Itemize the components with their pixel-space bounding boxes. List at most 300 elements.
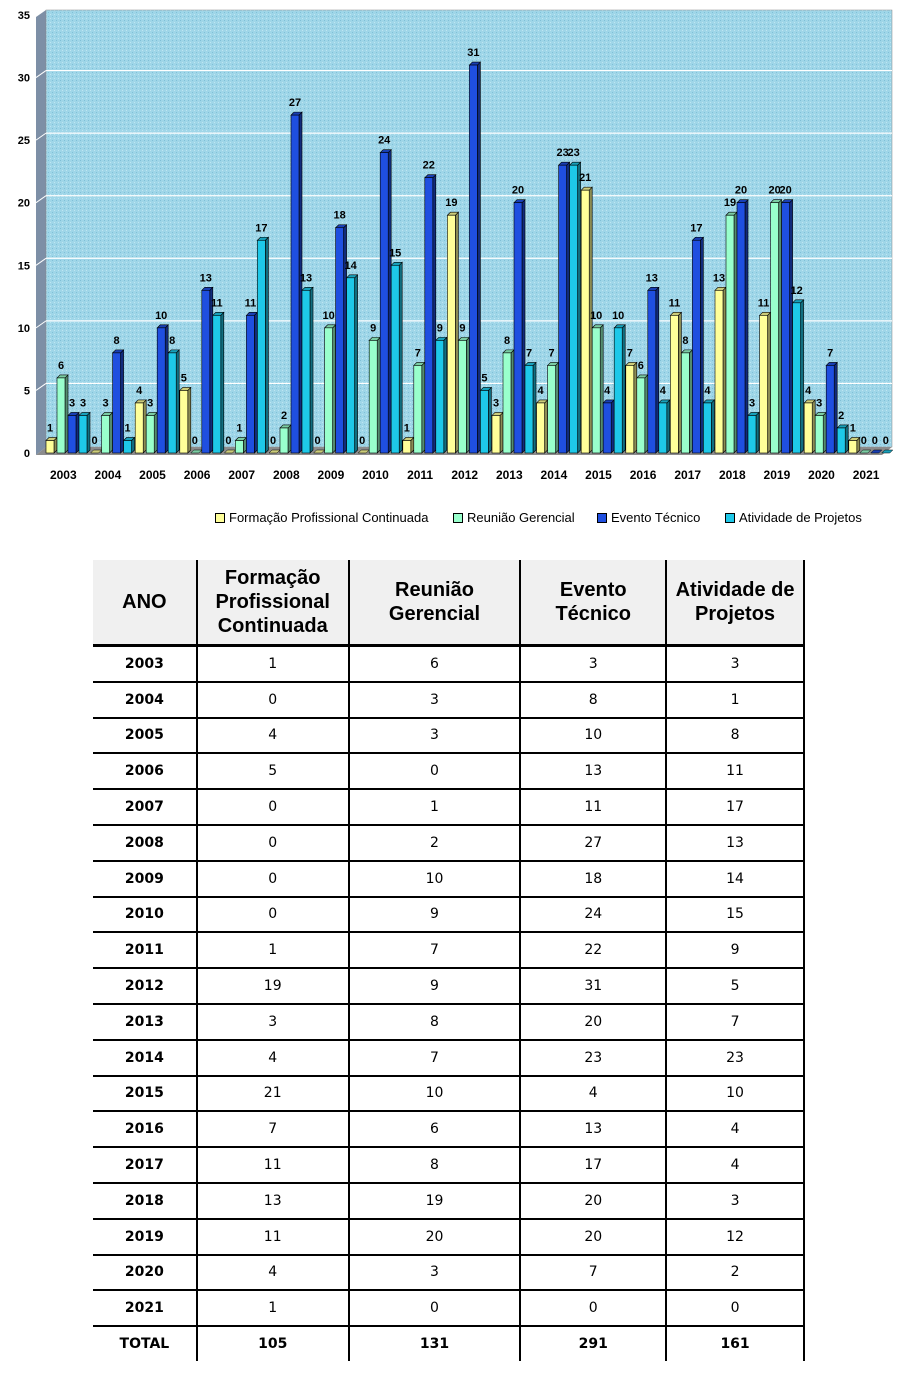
header-evento: Evento Técnico bbox=[520, 560, 666, 646]
bar-front bbox=[46, 440, 54, 453]
data-label: 27 bbox=[288, 97, 302, 110]
bar-side bbox=[723, 287, 726, 453]
cell-year: 2018 bbox=[93, 1183, 197, 1219]
data-label: 4 bbox=[537, 384, 544, 397]
bar bbox=[124, 437, 135, 453]
cell-year: 2010 bbox=[93, 897, 197, 933]
bar-front bbox=[469, 65, 477, 453]
data-label: 7 bbox=[626, 347, 633, 360]
bar bbox=[213, 312, 224, 453]
data-label: 2 bbox=[838, 409, 845, 422]
data-label: 0 bbox=[860, 435, 867, 447]
bar bbox=[436, 337, 447, 453]
x-tick-label: 2006 bbox=[183, 468, 211, 482]
cell-year: 2008 bbox=[93, 825, 197, 861]
cell-formacao: 3 bbox=[197, 1004, 349, 1040]
data-label: 0 bbox=[882, 435, 889, 447]
bar-front bbox=[648, 290, 656, 453]
data-label: 13 bbox=[712, 272, 726, 285]
table-total-row bbox=[93, 1326, 804, 1361]
bar-front bbox=[124, 440, 132, 453]
data-label: 3 bbox=[102, 397, 109, 410]
y-tick-label: 0 bbox=[23, 448, 30, 460]
x-tick-label: 2015 bbox=[585, 468, 612, 482]
x-tick-label: 2021 bbox=[852, 468, 880, 482]
cell-year: 2007 bbox=[93, 789, 197, 825]
bar-front bbox=[480, 390, 488, 453]
bar bbox=[826, 362, 837, 453]
y-tick-label: 15 bbox=[17, 260, 30, 273]
cell-formacao: 7 bbox=[197, 1111, 349, 1147]
bar-front bbox=[336, 228, 344, 453]
bar-front bbox=[202, 290, 210, 453]
cell-evento: 20 bbox=[520, 1219, 666, 1255]
bar bbox=[715, 287, 726, 453]
x-tick-label: 2019 bbox=[763, 468, 791, 482]
bar bbox=[235, 437, 246, 453]
bar-side bbox=[734, 212, 737, 453]
data-label: 4 bbox=[659, 384, 666, 397]
cell-formacao: 0 bbox=[197, 789, 349, 825]
bar bbox=[480, 387, 491, 453]
bar-side bbox=[76, 412, 79, 453]
legend-label-atividade: Atividade de Projetos bbox=[739, 510, 862, 525]
bar bbox=[837, 425, 848, 453]
cell-reuniao: 3 bbox=[349, 1255, 521, 1291]
bar bbox=[782, 200, 793, 453]
data-label: 11 bbox=[244, 297, 257, 310]
data-label: 0 bbox=[91, 435, 98, 447]
data-label: 13 bbox=[199, 272, 212, 285]
cell-atividade: 14 bbox=[666, 861, 804, 897]
x-tick-label: 2012 bbox=[451, 468, 479, 482]
cell-formacao: 0 bbox=[197, 861, 349, 897]
bar-front bbox=[436, 340, 444, 453]
bar-side bbox=[254, 312, 257, 453]
cell-atividade: 4 bbox=[666, 1147, 804, 1183]
data-label: 1 bbox=[124, 422, 131, 435]
bar-side bbox=[388, 150, 391, 453]
cell-evento: 4 bbox=[520, 1076, 666, 1112]
data-label: 14 bbox=[344, 259, 357, 272]
bar-side bbox=[634, 362, 637, 453]
bar-side bbox=[756, 412, 759, 453]
bar-side bbox=[845, 425, 848, 453]
bar-side bbox=[355, 275, 358, 453]
legend-swatch-evento bbox=[597, 513, 607, 523]
legend-swatch-formacao bbox=[215, 513, 225, 523]
cell-atividade: 8 bbox=[666, 718, 804, 754]
bar-side bbox=[511, 350, 514, 453]
cell-formacao: 4 bbox=[197, 1255, 349, 1291]
cell-year: 2014 bbox=[93, 1040, 197, 1076]
total-atividade: 161 bbox=[666, 1326, 804, 1361]
bar-front bbox=[581, 190, 589, 453]
bar-side bbox=[667, 400, 670, 453]
x-tick-label: 2011 bbox=[407, 468, 434, 482]
bar bbox=[492, 412, 503, 453]
data-label: 8 bbox=[503, 334, 511, 347]
bar-side bbox=[377, 337, 380, 453]
data-label: 23 bbox=[556, 147, 569, 160]
data-label: 4 bbox=[136, 384, 143, 397]
bar bbox=[760, 312, 771, 453]
bar bbox=[46, 437, 57, 453]
cell-year: 2013 bbox=[93, 1004, 197, 1040]
bar bbox=[347, 275, 358, 453]
data-label: 5 bbox=[481, 372, 488, 385]
cell-reuniao: 9 bbox=[349, 968, 521, 1004]
header-formacao: Formação Profissional Continuada bbox=[197, 560, 349, 646]
bar-side bbox=[823, 412, 826, 453]
data-label: 10 bbox=[590, 309, 603, 322]
bar-front bbox=[614, 328, 622, 453]
bar-front bbox=[826, 365, 834, 453]
bar-front bbox=[79, 415, 87, 453]
data-label: 1 bbox=[236, 422, 243, 435]
x-tick-label: 2005 bbox=[139, 468, 166, 482]
bar bbox=[157, 325, 168, 453]
cell-evento: 20 bbox=[520, 1183, 666, 1219]
bar-side bbox=[801, 300, 804, 453]
table-row bbox=[93, 1076, 804, 1112]
bar bbox=[603, 400, 614, 453]
data-label: 17 bbox=[690, 222, 703, 235]
data-label: 8 bbox=[682, 334, 689, 347]
y-tick-label: 20 bbox=[17, 197, 30, 210]
data-label: 10 bbox=[155, 309, 168, 322]
data-label: 7 bbox=[414, 347, 421, 360]
bar-front bbox=[793, 303, 801, 453]
bar-front bbox=[146, 415, 154, 453]
cell-reuniao: 8 bbox=[349, 1147, 521, 1183]
cell-reuniao: 6 bbox=[349, 1111, 521, 1147]
legend-item-evento bbox=[597, 510, 700, 525]
bar-front bbox=[771, 203, 779, 453]
bar-front bbox=[637, 378, 645, 453]
cell-formacao: 0 bbox=[197, 825, 349, 861]
bar-side bbox=[834, 362, 837, 453]
bar bbox=[793, 300, 804, 453]
bar bbox=[425, 175, 436, 453]
bar-front bbox=[525, 365, 533, 453]
bar-front bbox=[815, 415, 823, 453]
bar-front bbox=[380, 153, 388, 453]
x-tick-label: 2016 bbox=[629, 468, 657, 482]
bar-side bbox=[556, 362, 559, 453]
data-label: 15 bbox=[389, 247, 402, 260]
cell-formacao: 1 bbox=[197, 1290, 349, 1326]
table-row bbox=[93, 789, 804, 825]
x-tick-label: 2003 bbox=[49, 468, 77, 482]
data-label: 9 bbox=[370, 322, 377, 335]
data-label: 0 bbox=[359, 435, 366, 447]
bar bbox=[403, 437, 414, 453]
bar-front bbox=[68, 415, 76, 453]
table-row bbox=[93, 1040, 804, 1076]
bar bbox=[726, 212, 737, 453]
bar-front bbox=[157, 328, 165, 453]
bar-front bbox=[369, 340, 377, 453]
data-label: 23 bbox=[567, 147, 580, 160]
x-tick-label: 2009 bbox=[317, 468, 345, 482]
cell-evento: 10 bbox=[520, 718, 666, 754]
cell-reuniao: 2 bbox=[349, 825, 521, 861]
bar-front bbox=[302, 290, 310, 453]
data-label: 10 bbox=[612, 309, 625, 322]
cell-evento: 18 bbox=[520, 861, 666, 897]
table-row bbox=[93, 1004, 804, 1040]
bar bbox=[537, 400, 548, 453]
cell-year: 2017 bbox=[93, 1147, 197, 1183]
cell-year: 2005 bbox=[93, 718, 197, 754]
bar-side bbox=[622, 325, 625, 453]
bar bbox=[302, 287, 313, 453]
bar bbox=[146, 412, 157, 453]
y-tick-label: 10 bbox=[17, 322, 30, 335]
bar-front bbox=[291, 115, 299, 453]
bar-front bbox=[514, 203, 522, 453]
cell-evento: 31 bbox=[520, 968, 666, 1004]
bar-side bbox=[265, 237, 268, 453]
bar-front bbox=[168, 353, 176, 453]
x-tick-label: 2018 bbox=[718, 468, 746, 482]
cell-atividade: 9 bbox=[666, 932, 804, 968]
bar bbox=[503, 350, 514, 453]
bar bbox=[692, 237, 703, 453]
bar-front bbox=[235, 440, 243, 453]
bar-side bbox=[600, 325, 603, 453]
bar-chart bbox=[0, 0, 900, 500]
bar-side bbox=[645, 375, 648, 453]
bar bbox=[525, 362, 536, 453]
bar-side bbox=[333, 325, 336, 453]
x-tick-label: 2020 bbox=[808, 468, 835, 482]
table-row bbox=[93, 932, 804, 968]
bar-side bbox=[65, 375, 68, 453]
data-table bbox=[93, 560, 805, 1361]
total-label: TOTAL bbox=[93, 1326, 197, 1361]
bar-front bbox=[537, 403, 545, 453]
data-label: 9 bbox=[459, 322, 466, 335]
bar-side bbox=[444, 337, 447, 453]
bar-front bbox=[748, 415, 756, 453]
bar-front bbox=[503, 353, 511, 453]
bar-side bbox=[656, 287, 659, 453]
bar-front bbox=[670, 315, 678, 453]
bar bbox=[670, 312, 681, 453]
cell-formacao: 1 bbox=[197, 646, 349, 682]
bar-front bbox=[737, 203, 745, 453]
table-row bbox=[93, 753, 804, 789]
cell-year: 2020 bbox=[93, 1255, 197, 1291]
legend-item-formacao bbox=[215, 510, 428, 525]
cell-reuniao: 19 bbox=[349, 1183, 521, 1219]
bar-front bbox=[425, 178, 433, 453]
table-row bbox=[93, 646, 804, 682]
cell-year: 2021 bbox=[93, 1290, 197, 1326]
bar-front bbox=[414, 365, 422, 453]
cell-evento: 27 bbox=[520, 825, 666, 861]
cell-formacao: 21 bbox=[197, 1076, 349, 1112]
data-label: 8 bbox=[113, 334, 120, 347]
bar bbox=[559, 162, 570, 453]
cell-atividade: 1 bbox=[666, 682, 804, 718]
bar-front bbox=[760, 315, 768, 453]
cell-year: 2019 bbox=[93, 1219, 197, 1255]
cell-atividade: 15 bbox=[666, 897, 804, 933]
bar-front bbox=[113, 353, 121, 453]
data-label: 22 bbox=[422, 159, 435, 172]
table-row bbox=[93, 968, 804, 1004]
bar bbox=[570, 162, 581, 453]
bar-side bbox=[477, 62, 480, 453]
legend-label-formacao: Formação Profissional Continuada bbox=[229, 510, 429, 525]
cell-atividade: 11 bbox=[666, 753, 804, 789]
bar-side bbox=[121, 350, 124, 453]
bar-side bbox=[422, 362, 425, 453]
x-tick-label: 2014 bbox=[540, 468, 568, 482]
data-label: 10 bbox=[322, 309, 335, 322]
data-label: 1 bbox=[849, 422, 856, 435]
bar-front bbox=[849, 440, 857, 453]
bar-front bbox=[391, 265, 399, 453]
table-row bbox=[93, 718, 804, 754]
bar-side bbox=[567, 162, 570, 453]
bar bbox=[168, 350, 179, 453]
data-label: 3 bbox=[748, 397, 756, 410]
data-label: 17 bbox=[255, 222, 268, 235]
bar-side bbox=[176, 350, 179, 453]
data-label: 3 bbox=[79, 397, 87, 410]
x-tick-label: 2008 bbox=[272, 468, 300, 482]
data-label: 7 bbox=[525, 347, 533, 360]
data-label: 11 bbox=[668, 297, 681, 310]
cell-year: 2016 bbox=[93, 1111, 197, 1147]
bar bbox=[815, 412, 826, 453]
cell-reuniao: 7 bbox=[349, 1040, 521, 1076]
data-label: 1 bbox=[403, 422, 410, 435]
cell-atividade: 7 bbox=[666, 1004, 804, 1040]
bar-side bbox=[500, 412, 503, 453]
bar-side bbox=[768, 312, 771, 453]
bar bbox=[614, 325, 625, 453]
bar bbox=[414, 362, 425, 453]
bar bbox=[280, 425, 291, 453]
cell-reuniao: 7 bbox=[349, 932, 521, 968]
bar-front bbox=[57, 378, 65, 453]
total-evento: 291 bbox=[520, 1326, 666, 1361]
y-tick-label: 35 bbox=[17, 10, 30, 22]
bar-side bbox=[812, 400, 815, 453]
legend-label-reuniao: Reunião Gerencial bbox=[467, 510, 575, 525]
bar bbox=[113, 350, 124, 453]
cell-evento: 13 bbox=[520, 753, 666, 789]
cell-atividade: 13 bbox=[666, 825, 804, 861]
cell-evento: 24 bbox=[520, 897, 666, 933]
bar-front bbox=[592, 328, 600, 453]
bar-front bbox=[681, 353, 689, 453]
cell-reuniao: 6 bbox=[349, 646, 521, 682]
cell-evento: 17 bbox=[520, 1147, 666, 1183]
bar-front bbox=[782, 203, 790, 453]
cell-formacao: 11 bbox=[197, 1147, 349, 1183]
bar-side bbox=[143, 400, 146, 453]
data-label: 9 bbox=[436, 322, 443, 335]
bar-front bbox=[180, 390, 188, 453]
cell-atividade: 2 bbox=[666, 1255, 804, 1291]
bar-side bbox=[87, 412, 90, 453]
bar-side bbox=[611, 400, 614, 453]
data-label: 3 bbox=[68, 397, 76, 410]
bar-side bbox=[545, 400, 548, 453]
header-atividade: Atividade de Projetos bbox=[666, 560, 804, 646]
bar bbox=[469, 62, 480, 453]
bar bbox=[737, 200, 748, 453]
bar bbox=[447, 212, 458, 453]
bar-side bbox=[533, 362, 536, 453]
cell-formacao: 4 bbox=[197, 1040, 349, 1076]
data-label: 20 bbox=[768, 184, 781, 197]
cell-reuniao: 10 bbox=[349, 1076, 521, 1112]
bar-side bbox=[188, 387, 191, 453]
cell-evento: 8 bbox=[520, 682, 666, 718]
total-reuniao: 131 bbox=[349, 1326, 521, 1361]
chart-legend bbox=[215, 510, 895, 530]
cell-evento: 0 bbox=[520, 1290, 666, 1326]
cell-formacao: 13 bbox=[197, 1183, 349, 1219]
cell-atividade: 3 bbox=[666, 1183, 804, 1219]
data-label: 0 bbox=[225, 435, 232, 447]
bar bbox=[57, 375, 68, 453]
data-label: 8 bbox=[169, 334, 176, 347]
bar-side bbox=[522, 200, 525, 453]
data-label: 3 bbox=[147, 397, 154, 410]
cell-formacao: 0 bbox=[197, 682, 349, 718]
bar-side bbox=[433, 175, 436, 453]
legend-swatch-reuniao bbox=[453, 513, 463, 523]
bar bbox=[637, 375, 648, 453]
data-label: 11 bbox=[210, 297, 223, 310]
bar-front bbox=[659, 403, 667, 453]
data-label: 20 bbox=[511, 184, 525, 197]
bar-front bbox=[837, 428, 845, 453]
cell-reuniao: 1 bbox=[349, 789, 521, 825]
bar bbox=[548, 362, 559, 453]
cell-year: 2006 bbox=[93, 753, 197, 789]
bar bbox=[79, 412, 90, 453]
bar-front bbox=[692, 240, 700, 453]
table-row bbox=[93, 1183, 804, 1219]
cell-year: 2004 bbox=[93, 682, 197, 718]
bar-front bbox=[246, 315, 254, 453]
cell-evento: 11 bbox=[520, 789, 666, 825]
cell-reuniao: 9 bbox=[349, 897, 521, 933]
data-label: 11 bbox=[757, 297, 770, 310]
cell-reuniao: 3 bbox=[349, 682, 521, 718]
bar-side bbox=[745, 200, 748, 453]
bar bbox=[68, 412, 79, 453]
data-label: 18 bbox=[333, 209, 346, 222]
bar-side bbox=[689, 350, 692, 453]
bar-front bbox=[715, 290, 723, 453]
data-label: 0 bbox=[871, 435, 878, 447]
bar-side bbox=[165, 325, 168, 453]
bar-front bbox=[804, 403, 812, 453]
bar-front bbox=[135, 403, 143, 453]
bar bbox=[748, 412, 759, 453]
bar-side bbox=[221, 312, 224, 453]
